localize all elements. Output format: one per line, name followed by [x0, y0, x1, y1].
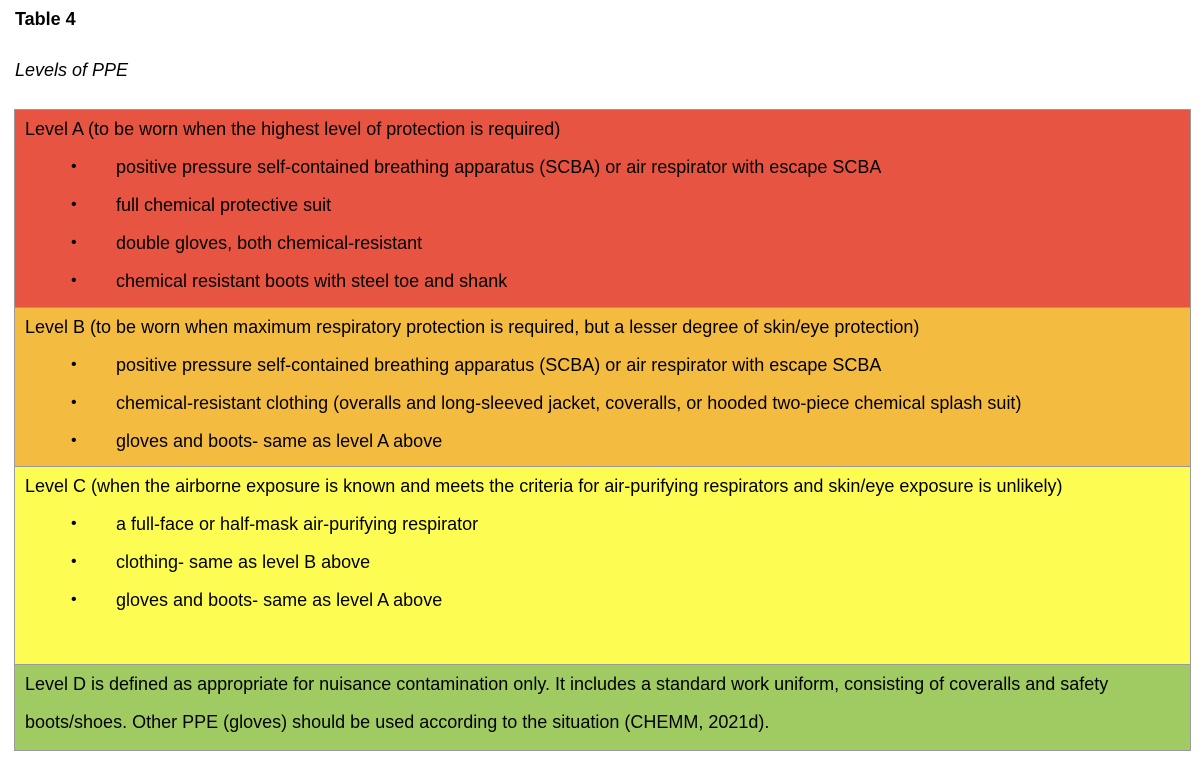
level-b-heading: Level B (to be worn when maximum respiratory protection is required, but a lesser degree of skin/eye protection) — [25, 317, 920, 337]
level-d-row — [15, 665, 1190, 750]
level-a-row — [15, 110, 1190, 308]
list-item — [25, 186, 1180, 224]
bullet-icon: • — [71, 515, 77, 532]
level-c-heading: Level C (when the airborne exposure is known and meets the criteria for air-purifying respirators and skin/eye exposure is unlikely) — [25, 476, 1063, 496]
list-item-text: positive pressure self-contained breathing apparatus (SCBA) or air respirator with escape SCBA — [116, 157, 882, 177]
list-item-text: full chemical protective suit — [116, 195, 332, 215]
list-item — [25, 422, 1180, 460]
table-label: Table 4 — [15, 9, 76, 29]
list-item-text: gloves and boots- same as level A above — [116, 431, 443, 451]
list-item-text: gloves and boots- same as level A above — [116, 590, 443, 610]
list-item — [25, 581, 1180, 619]
bullet-icon: • — [71, 591, 77, 608]
level-b-list — [25, 346, 1180, 460]
bullet-icon: • — [71, 356, 77, 373]
list-item-text: chemical resistant boots with steel toe and shank — [116, 271, 508, 291]
bullet-icon: • — [71, 432, 77, 449]
list-item-text: double gloves, both chemical-resistant — [116, 233, 423, 253]
bullet-icon: • — [71, 394, 77, 411]
bullet-icon: • — [71, 158, 77, 175]
ppe-levels-table — [14, 109, 1191, 751]
level-c-row — [15, 467, 1190, 665]
bullet-icon: • — [71, 196, 77, 213]
list-item-text: a full-face or half-mask air-purifying respirator — [116, 514, 479, 534]
list-item — [25, 543, 1180, 581]
bullet-icon: • — [71, 553, 77, 570]
list-item-text: clothing- same as level B above — [116, 552, 371, 572]
list-item-text: positive pressure self-contained breathing apparatus (SCBA) or air respirator with escape SCBA — [116, 355, 882, 375]
level-c-list — [25, 505, 1180, 619]
level-a-heading: Level A (to be worn when the highest level of protection is required) — [25, 119, 561, 139]
table-title: Levels of PPE — [15, 60, 129, 80]
bullet-icon: • — [71, 234, 77, 251]
level-d-text: Level D is defined as appropriate for nuisance contamination only. It includes a standard work uniform, consisting of coveralls and safety boots/shoes. Other PPE (gloves) should be used according to the situation (CHEMM, 2021d). — [25, 674, 1109, 732]
level-b-row — [15, 308, 1190, 467]
list-item-text: chemical-resistant clothing (overalls and long-sleeved jacket, coveralls, or hooded two-piece chemical splash suit) — [116, 393, 1022, 413]
list-item — [25, 262, 1180, 300]
list-item — [25, 384, 1180, 422]
list-item — [25, 148, 1180, 186]
bullet-icon: • — [71, 272, 77, 289]
level-a-list — [25, 148, 1180, 300]
list-item — [25, 224, 1180, 262]
list-item — [25, 505, 1180, 543]
list-item — [25, 346, 1180, 384]
